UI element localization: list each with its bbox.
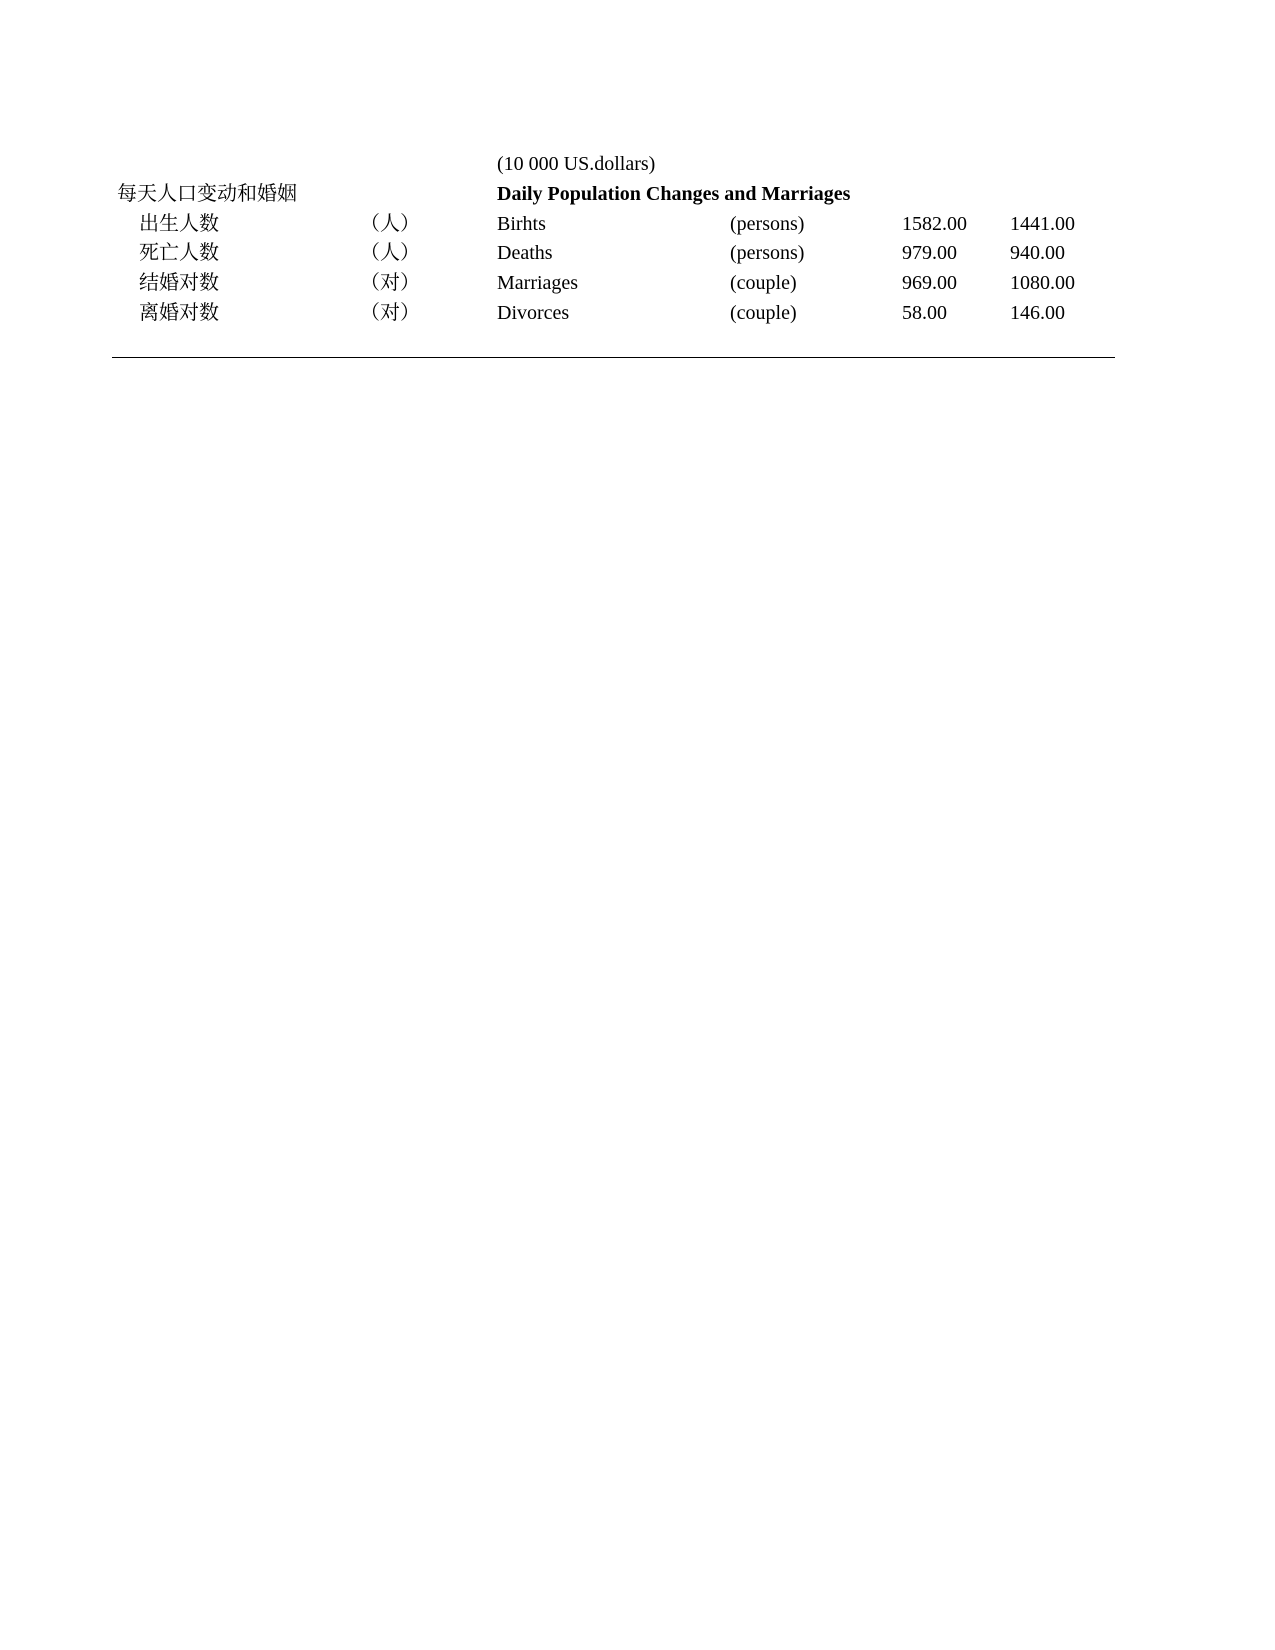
row-label-cn: 出生人数 xyxy=(139,213,219,235)
row-unit-en: (persons) xyxy=(730,242,805,264)
row-label-en: Deaths xyxy=(497,242,553,264)
row-label-cn: 离婚对数 xyxy=(139,302,219,324)
row-unit-cn: （人） xyxy=(360,242,420,264)
section-title-en: Daily Population Changes and Marriages xyxy=(497,183,851,205)
row-label-cn: 结婚对数 xyxy=(139,272,219,294)
row-value-2: 940.00 xyxy=(1010,242,1065,264)
row-value-2: 1080.00 xyxy=(1010,272,1075,294)
row-value-1: 979.00 xyxy=(902,242,957,264)
row-unit-en: (couple) xyxy=(730,272,797,294)
row-value-2: 146.00 xyxy=(1010,302,1065,324)
row-value-2: 1441.00 xyxy=(1010,213,1075,235)
row-unit-cn: （人） xyxy=(360,213,420,235)
row-value-1: 969.00 xyxy=(902,272,957,294)
table-bottom-rule xyxy=(112,357,1115,358)
row-label-en: Divorces xyxy=(497,302,570,324)
row-label-cn: 死亡人数 xyxy=(139,242,219,264)
section-title-cn: 每天人口变动和婚姻 xyxy=(117,183,297,205)
unit-note: (10 000 US.dollars) xyxy=(497,153,656,175)
row-unit-en: (persons) xyxy=(730,213,805,235)
row-label-en: Marriages xyxy=(497,272,579,294)
row-value-1: 1582.00 xyxy=(902,213,967,235)
row-unit-en: (couple) xyxy=(730,302,797,324)
row-unit-cn: （对） xyxy=(360,272,420,294)
row-unit-cn: （对） xyxy=(360,302,420,324)
row-label-en: Birhts xyxy=(497,213,546,235)
row-value-1: 58.00 xyxy=(902,302,947,324)
